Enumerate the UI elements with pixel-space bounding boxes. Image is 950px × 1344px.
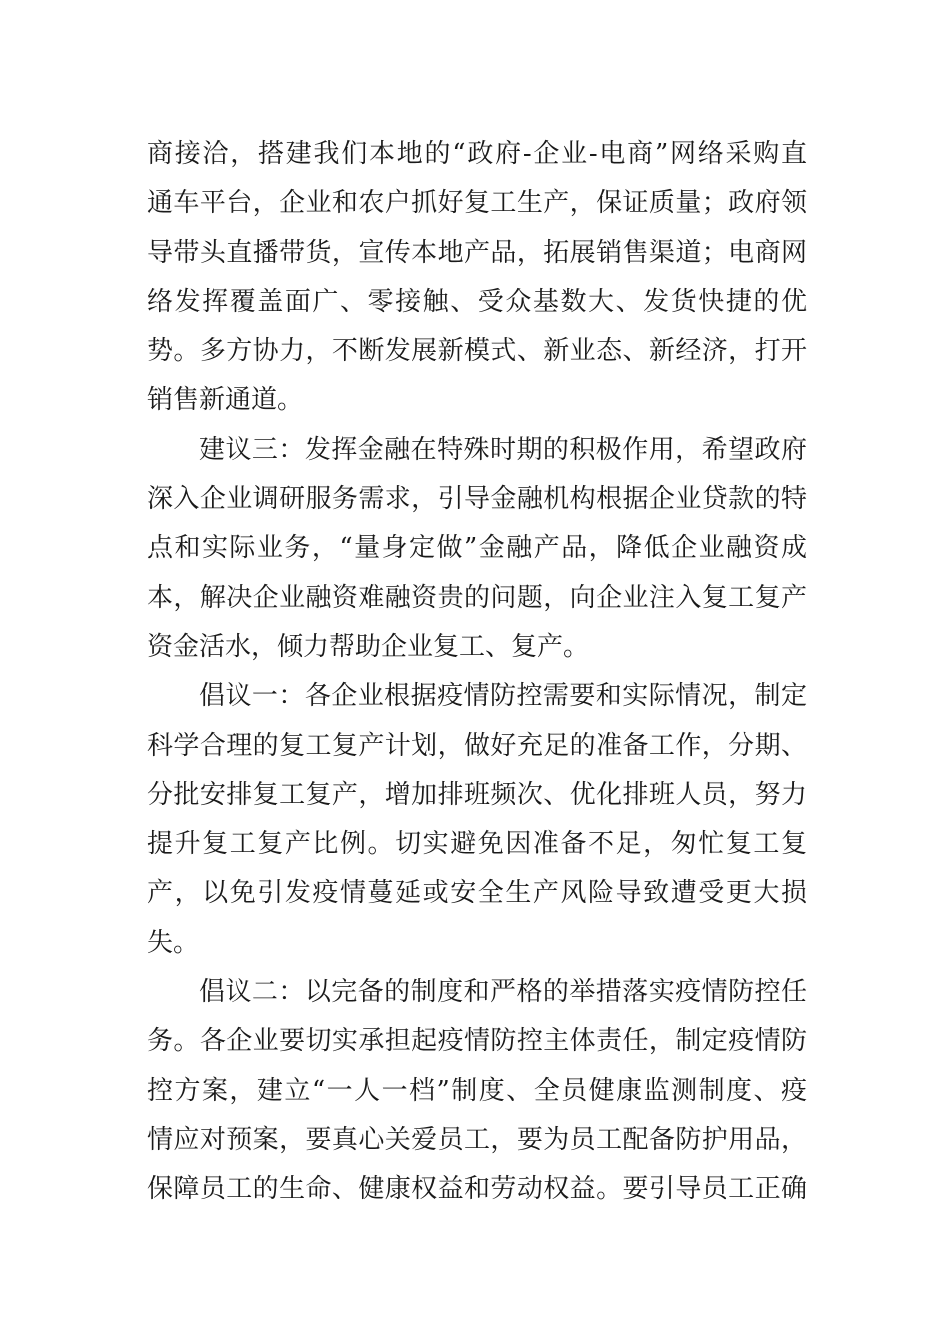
text-line: 通车平台，企业和农户抓好复工生产，保证质量；政府领 <box>147 188 807 219</box>
text-line: 销售新通道。 <box>147 385 304 416</box>
text-line: 倡议一：各企业根据疫情防控需要和实际情况，制定 <box>199 681 807 712</box>
text-line: 络发挥覆盖面广、零接触、受众基数大、发货快捷的优 <box>147 286 807 317</box>
text-line: 本，解决企业融资难融资贵的问题，向企业注入复工复产 <box>147 582 807 613</box>
text-line: 科学合理的复工复产计划，做好充足的准备工作，分期、 <box>147 730 807 761</box>
text-line: 倡议二：以完备的制度和严格的举措落实疫情防控任 <box>199 977 807 1008</box>
text-line: 导带头直播带货，宣传本地产品，拓展销售渠道；电商网 <box>147 237 807 268</box>
text-line: 势。多方协力，不断发展新模式、新业态、新经济，打开 <box>147 336 807 367</box>
text-line: 务。各企业要切实承担起疫情防控主体责任，制定疫情防 <box>147 1026 807 1057</box>
text-line: 深入企业调研服务需求，引导金融机构根据企业贷款的特 <box>147 484 807 515</box>
paragraph-continuation <box>147 130 807 426</box>
paragraph-proposal-2 <box>147 968 807 1214</box>
text-line: 点和实际业务，“量身定做”金融产品，降低企业融资成 <box>147 533 807 564</box>
text-line: 资金活水，倾力帮助企业复工、复产。 <box>147 631 590 662</box>
text-line: 分批安排复工复产，增加排班频次、优化排班人员，努力 <box>147 779 807 810</box>
text-line: 失。 <box>147 927 200 958</box>
text-line: 控方案，建立“一人一档”制度、全员健康监测制度、疫 <box>147 1075 807 1106</box>
paragraph-suggestion-3 <box>147 426 807 672</box>
text-line: 保障员工的生命、健康权益和劳动权益。要引导员工正确 <box>147 1174 807 1205</box>
text-line: 产，以免引发疫情蔓延或安全生产风险导致遭受更大损 <box>147 878 807 909</box>
text-line: 建议三：发挥金融在特殊时期的积极作用，希望政府 <box>199 434 807 465</box>
text-line: 提升复工复产比例。切实避免因准备不足，匆忙复工复 <box>147 829 807 860</box>
document-body <box>147 130 807 1215</box>
paragraph-proposal-1 <box>147 672 807 968</box>
text-line: 商接洽，搭建我们本地的“政府-企业-电商”网络采购直 <box>147 139 807 169</box>
text-line: 情应对预案，要真心关爱员工，要为员工配备防护用品， <box>147 1124 807 1155</box>
